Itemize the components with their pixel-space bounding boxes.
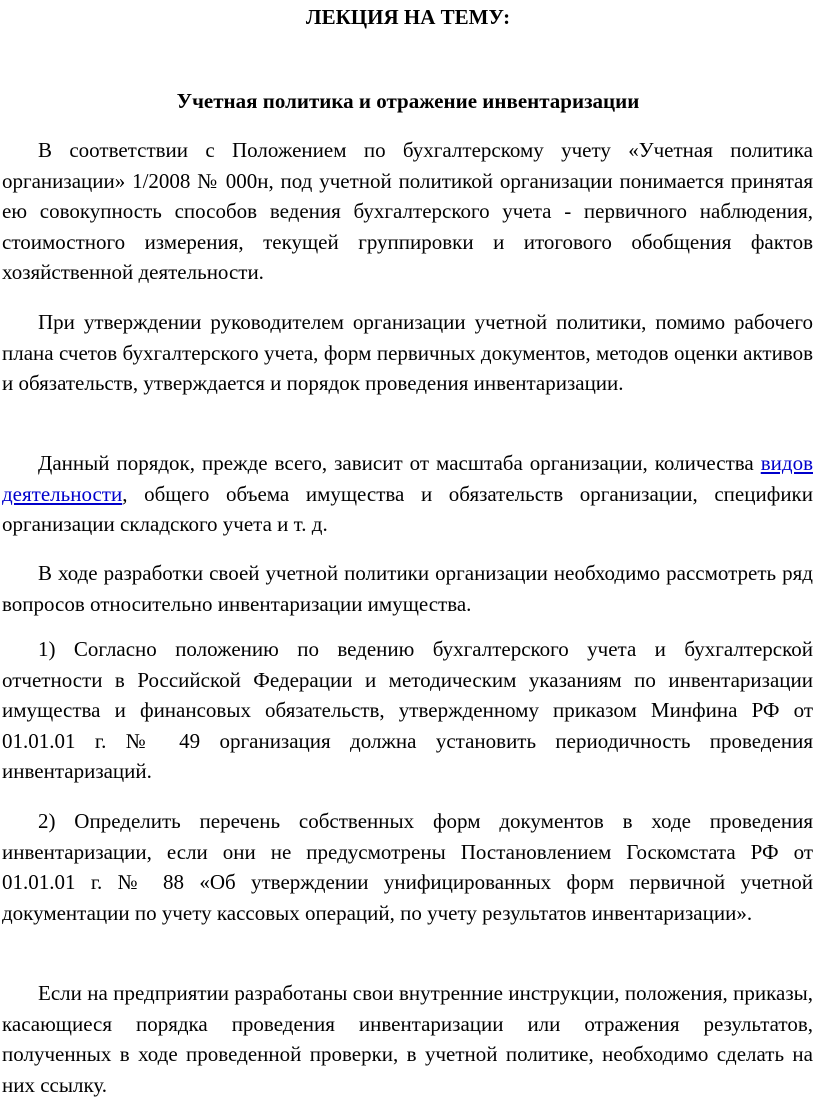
activity-types-link[interactable]: видов деятельности bbox=[2, 451, 813, 506]
lecture-heading: ЛЕКЦИЯ НА ТЕМУ: bbox=[305, 5, 511, 29]
paragraph-dependency-text-end: , общего объема имущества и обязательств организации, специфики организации складского учета и т. д. bbox=[2, 481, 813, 537]
paragraph-item-1-periodicity: 1) Согласно положению по ведению бухгалтерского учета и бухгалтерской отчетности в Российской Федерации и методическим указаниям по инвентаризации имущества и финансовых обязательств, утвержденному приказом Минфина РФ от 01.01.01 г. № 49 организация должна установить периодичность проведения инвентаризаций. bbox=[2, 637, 813, 784]
paragraph-internal-instructions: Если на предприятии разработаны свои внутренние инструкции, положения, приказы, касающиеся порядка проведения инвентаризации или отражения результатов, полученных в ходе проведенной проверки, в учетной политике, необходимо сделать на них ссылку. bbox=[2, 981, 813, 1097]
paragraph-approval-order bbox=[2, 307, 813, 399]
lecture-subtitle: Учетная политика и отражение инвентаризации bbox=[176, 89, 640, 113]
paragraph-dependency-text-start: Данный порядок, прежде всего, зависит от масштаба организации, количества bbox=[38, 451, 761, 475]
paragraph-order-dependency bbox=[2, 448, 813, 540]
paragraph-item-2-forms: 2) Определить перечень собственных форм документов в ходе проведения инвентаризации, если они не предусмотрены Постановлением Госкомстата РФ от 01.01.01 г. № 88 «Об утверждении унифицированных форм первичной учетной документации по учету кассовых операций, по учету результатов инвентаризации». bbox=[2, 809, 813, 925]
paragraph-approval-text: При утверждении руководителем организации учетной политики, помимо рабочего плана счетов бухгалтерского учета, форм первичных документов, методов оценки активов и обязательств, утверждается и порядок проведения инвентаризации. bbox=[2, 310, 813, 396]
paragraph-accounting-policy-definition: В соответствии с Положением по бухгалтерскому учету «Учетная политика организации» 1/2008 № 000н, под учетной политикой организации понимается принятая ею совокупность способов ведения бухгалтерского учета - первичного наблюдения, стоимостного измерения, текущей группировки и итогового обобщения фактов хозяйственной деятельности. bbox=[2, 138, 813, 285]
paragraph-development-questions: В ходе разработки своей учетной политики организации необходимо рассмотреть ряд вопросов относительно инвентаризации имущества. bbox=[2, 561, 813, 616]
